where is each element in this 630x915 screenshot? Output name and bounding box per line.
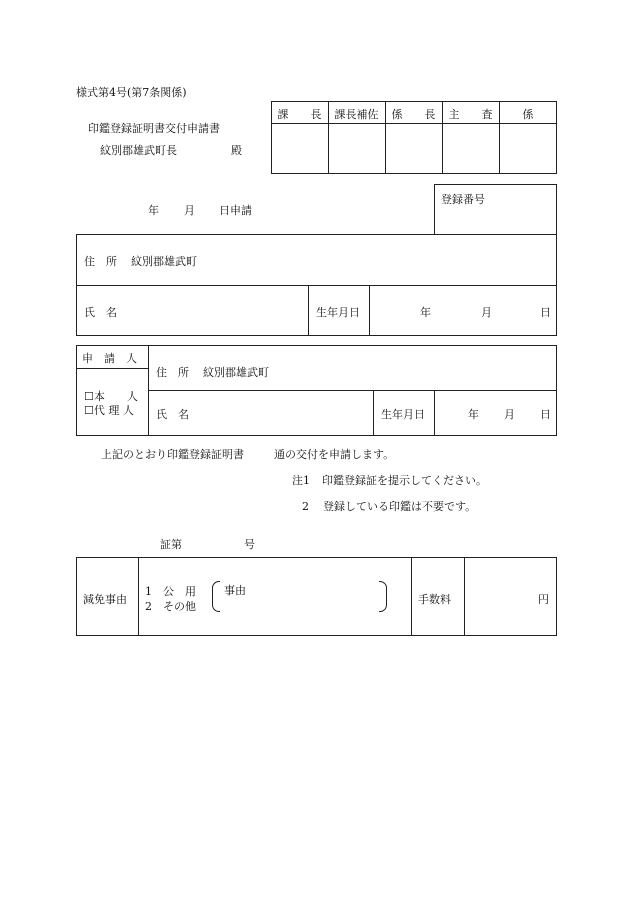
approval-header-section-chief: 課 長 <box>277 108 322 121</box>
registrant-divider <box>76 285 557 286</box>
certificate-number-field[interactable] <box>188 530 238 552</box>
applicant-name-field[interactable] <box>192 398 370 428</box>
applicant-address-label: 住 所 <box>156 366 189 379</box>
form-number: 様式第4号(第7条関係) <box>76 86 187 99</box>
registrant-address-label: 住 所 <box>84 255 117 268</box>
registration-number-label: 登録番号 <box>441 193 485 206</box>
applicant-self-checkbox[interactable]: ☐本 人 <box>84 390 138 403</box>
applicant-dob-month[interactable]: 月 <box>504 408 515 421</box>
exemption-reason-label: 事由 <box>224 584 246 597</box>
approval-stamp-cell[interactable] <box>442 124 499 173</box>
registrant-dob-year[interactable]: 年 <box>420 306 431 319</box>
right-bracket <box>379 581 387 612</box>
fee-amount-field[interactable] <box>470 584 532 606</box>
applicant-dob-label: 生年月日 <box>381 408 425 421</box>
request-statement-pre: 上記のとおり印鑑登録証明書 <box>101 448 244 461</box>
approval-stamp-cell[interactable] <box>328 124 385 173</box>
registrant-col-line <box>308 285 309 336</box>
note-1 <box>292 472 487 488</box>
registrant-dob-month[interactable]: 月 <box>481 306 492 319</box>
request-statement-post: 通の交付を申請します。 <box>274 448 395 461</box>
applicant-header-divider <box>76 368 148 369</box>
applicant-col-line <box>373 390 374 436</box>
applicant-dob-day[interactable]: 日 <box>540 408 551 421</box>
fee-col-line <box>138 557 139 636</box>
registrant-dob-day[interactable]: 日 <box>540 306 551 319</box>
registrant-address-value[interactable]: 紋別郡雄武町 <box>131 255 197 268</box>
registrant-col-line <box>369 285 370 336</box>
approval-header-staff: 係 <box>522 108 534 121</box>
registrant-name-label: 氏 名 <box>84 306 117 319</box>
fee-col-line <box>411 557 412 636</box>
exemption-label: 減免事由 <box>83 593 127 606</box>
registrant-name-field[interactable] <box>120 298 305 326</box>
applicant-name-label: 氏 名 <box>156 408 189 421</box>
applicant-agent-checkbox[interactable]: ☐代 理 人 <box>84 404 134 417</box>
note-1-text: 印鑑登録証を提示してください。 <box>322 474 487 487</box>
exemption-reason-field[interactable] <box>222 596 372 612</box>
applicant-dob-year[interactable]: 年 <box>468 408 479 421</box>
registrant-dob-label: 生年月日 <box>316 306 360 319</box>
applicant-col-line <box>434 390 435 436</box>
applicant-address-value[interactable]: 紋別郡雄武町 <box>203 366 269 379</box>
applicant-header: 申 請 人 <box>82 352 137 365</box>
fee-label: 手数料 <box>418 593 451 606</box>
note-2-label: 2 <box>302 500 309 513</box>
left-bracket <box>212 581 220 612</box>
note-1-label: 注1 <box>292 474 310 487</box>
exemption-option-other[interactable]: 2 その他 <box>145 600 196 613</box>
honorific: 殿 <box>231 144 242 157</box>
approval-header-inspector: 主 査 <box>448 108 493 121</box>
approval-stamp-cell[interactable] <box>385 124 442 173</box>
application-year-label: 年 <box>148 204 159 217</box>
note-2 <box>302 498 476 514</box>
certificate-suffix: 号 <box>244 538 255 551</box>
note-2-text: 登録している印鑑は不要です。 <box>323 500 477 513</box>
exemption-option-public[interactable]: 1 公 用 <box>145 585 196 598</box>
form-title: 印鑑登録証明書交付申請書 <box>88 122 220 135</box>
addressee: 紋別郡雄武町長 <box>100 144 177 157</box>
approval-header-subsection-chief: 係 長 <box>391 108 436 121</box>
application-month-label: 月 <box>184 204 195 217</box>
application-day-label: 日申請 <box>219 204 252 217</box>
approval-header-assistant-chief: 課長補佐 <box>334 108 379 121</box>
certificate-prefix: 証第 <box>160 538 182 551</box>
approval-stamp-cell[interactable] <box>271 124 328 173</box>
request-statement <box>101 446 394 462</box>
fee-yen: 円 <box>538 593 549 606</box>
applicant-row-divider <box>148 390 557 391</box>
fee-col-line <box>464 557 465 636</box>
approval-stamp-cell[interactable] <box>499 124 557 173</box>
